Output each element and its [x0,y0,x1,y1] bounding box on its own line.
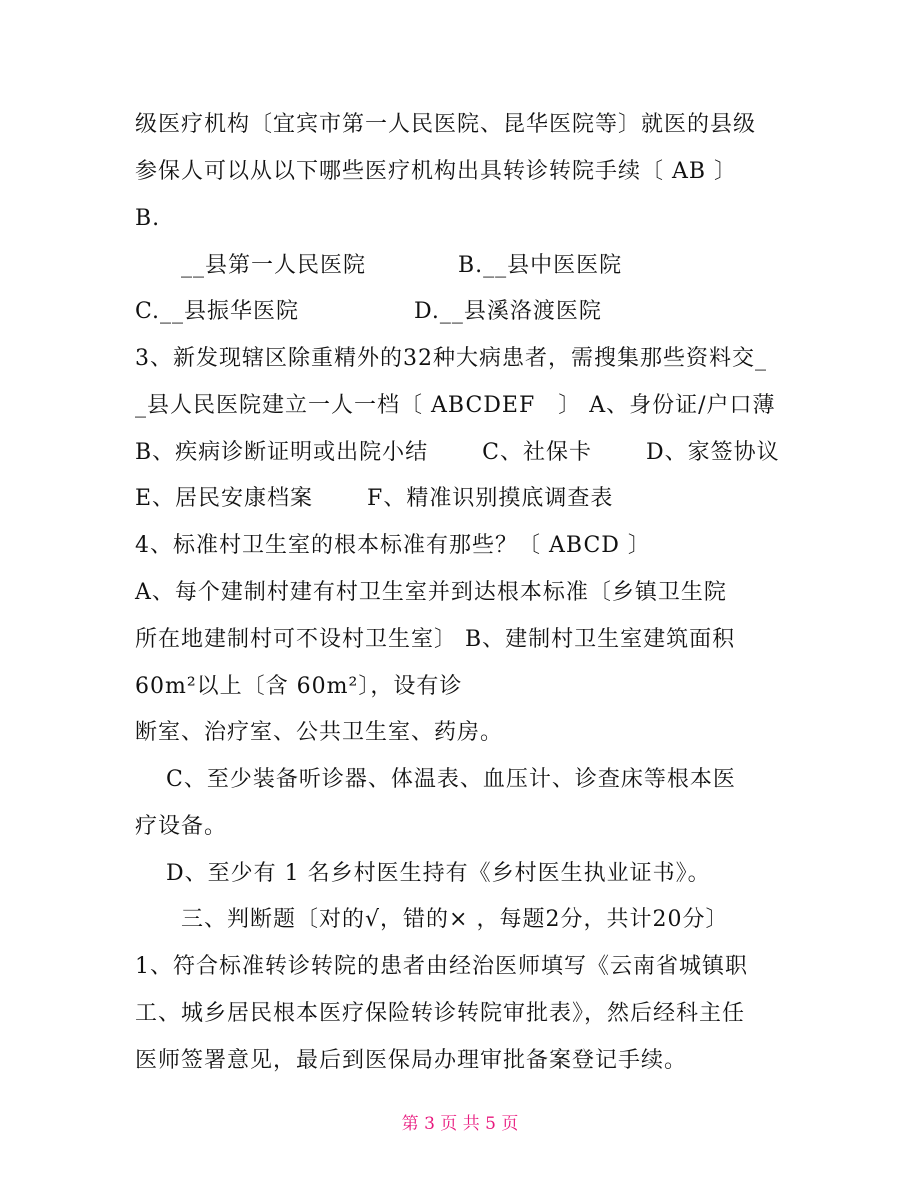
text-line: B、疾病诊断证明或出院小结 C、社保卡 D、家签协议 [135,440,780,465]
text-line: E、居民安康档案 F、精准识别摸底调查表 [135,486,614,511]
text-line: C.__县振华医院 D.__县溪洛渡医院 [135,299,602,324]
text-line: 三、判断题〔对的√，错的× ，每题2分，共计20分〕 [135,907,729,932]
text-line: __县第一人民医院 B.__县中医医院 [135,253,623,278]
text-line: A、每个建制村建有村卫生室并到达根本标准〔乡镇卫生院 [135,580,727,605]
text-line: 3、新发现辖区除重精外的32种大病患者，需搜集那些资料交_ [135,346,767,371]
page-number-footer: 第 3 页 共 5 页 [401,1114,519,1134]
text-line: 所在地建制村可不设村卫生室〕 B、建制村卫生室建筑面积 [135,627,736,652]
text-line: 参保人可以从以下哪些医疗机构出具转诊转院手续〔 AB 〕 [135,159,738,184]
text-line: 级医疗机构〔宜宾市第一人民医院、昆华医院等〕就医的县级 [135,112,757,137]
text-line: 60m²以上〔含 60m²〕，设有诊 [135,674,463,699]
text-line: 断室、治疗室、公共卫生室、药房。 [135,720,504,745]
text-line: _县人民医院建立一人一档〔 ABCDEF 〕 A、身份证/户口薄 [135,393,776,418]
text-line: 工、城乡居民根本医疗保险转诊转院审批表》，然后经科主任 [135,1001,746,1026]
text-line: 1、符合标准转诊转院的患者由经治医师填写《云南省城镇职 [135,954,748,979]
text-line: 4、标准村卫生室的根本标准有那些？〔 ABCD 〕 [135,533,651,558]
text-line: 医师签署意见，最后到医保局办理审批备案登记手续。 [135,1048,688,1073]
text-line: D、至少有 1 名乡村医生持有《乡村医生执业证书》。 [135,861,711,886]
text-line: B. [135,206,161,231]
text-line: C、至少装备听诊器、体温表、血压计、诊查床等根本医 [135,767,736,792]
text-line: 疗设备。 [135,814,228,839]
